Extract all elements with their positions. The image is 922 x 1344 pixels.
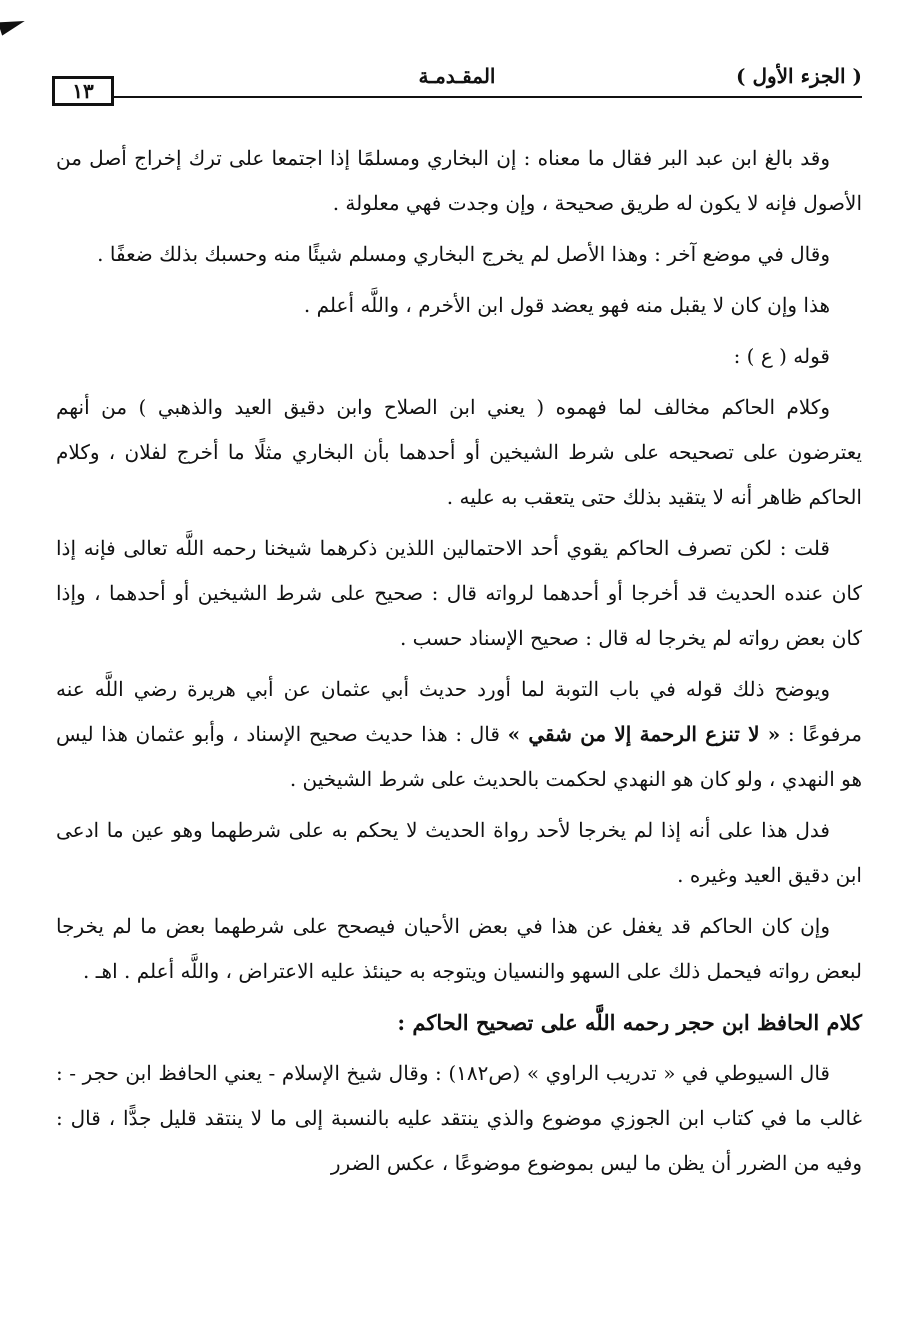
paragraph-1: وقد بالغ ابن عبد البر فقال ما معناه : إن البخاري ومسلمًا إذا اجتمعا على ترك إخراج أصل من الأصول فإنه لا يكون له طريق صحيحة ، وإن وجدت فهي معلولة . (56, 146, 862, 215)
paragraph-7-intro: ويوضح ذلك قوله في باب التوبة لما أورد حديث أبي عثمان عن أبي هريرة رضي اللَّه عنه مرفوعًا : (56, 677, 863, 746)
corner-mark (0, 14, 27, 35)
hadith-quote: « لا تنزع الرحمة إلا من شقي » (507, 722, 781, 746)
paragraph-2: وقال في موضع آخر : وهذا الأصل لم يخرج البخاري ومسلم شيئًا منه وحسبك بذلك ضعفًا . (97, 242, 830, 266)
paragraph-9: وإن كان الحاكم قد يغفل عن هذا في بعض الأحيان فيصحح على شرطهما بعض ما لم يخرجا لبعض رواته فيحمل ذلك على السهو والنسيان ويتوجه به حينئذ عليه الاعتراض ، واللَّه أعلم . اهـ . (56, 914, 862, 983)
page-number: ١٣ (52, 76, 114, 106)
page-header (52, 60, 862, 112)
paragraph-8: فدل هذا على أنه إذا لم يخرجا لأحد رواة الحديث لا يحكم به على شرطهما وهو عين ما ادعى ابن دقيق العيد وغيره . (56, 818, 862, 887)
paragraph-7 (56, 667, 862, 802)
paragraph-5: وكلام الحاكم مخالف لما فهموه ( يعني ابن الصلاح وابن دقيق العيد والذهبي ) من أنهم يعترضون على تصحيحه على شرط الشيخين أو أحدهما بأن البخاري مثلًا ما أخرج لفلان ، وكلام الحاكم ظاهر أنه لا يتقيد بذلك حتى يتعقب به عليه . (56, 395, 862, 509)
section-heading: كلام الحافظ ابن حجر رحمه اللَّه على تصحيح الحاكم : (397, 1010, 862, 1035)
page-body (56, 136, 862, 1192)
paragraph-4: قوله ( ع ) : (733, 344, 830, 368)
paragraph-3: هذا وإن كان لا يقبل منه فهو يعضد قول ابن الأخرم ، واللَّه أعلم . (303, 293, 830, 317)
chapter-title: المقـدمـة (418, 64, 496, 88)
paragraph-7-rest: قال : هذا حديث صحيح الإسناد ، وأبو عثمان هذا ليس هو النهدي ، ولو كان هو النهدي لحكمت بالحديث على شرط الشيخين . (56, 722, 862, 791)
header-rule (114, 96, 862, 98)
paragraph-6: قلت : لكن تصرف الحاكم يقوي أحد الاحتمالين اللذين ذكرهما شيخنا رحمه اللَّه تعالى فإنه إذا كان عنده الحديث قد أخرجا أو أحدهما لرواته قال : صحيح على شرط الشيخين أو أحدهما ، وإذا كان بعض رواته لم يخرجا له قال : صحيح الإسناد حسب . (56, 536, 863, 650)
paragraph-10: قال السيوطي في « تدريب الراوي » (ص١٨٢) : وقال شيخ الإسلام - يعني الحافظ ابن حجر - : غالب ما في كتاب ابن الجوزي موضوع والذي ينتقد عليه بالنسبة إلى ما لا ينتقد قليل جدًّا ، قال : وفيه من الضرر أن يظن ما ليس بموضوع موضوعًا ، عكس الضرر (56, 1061, 862, 1175)
volume-label: ( الجزء الأول ) (736, 64, 862, 88)
